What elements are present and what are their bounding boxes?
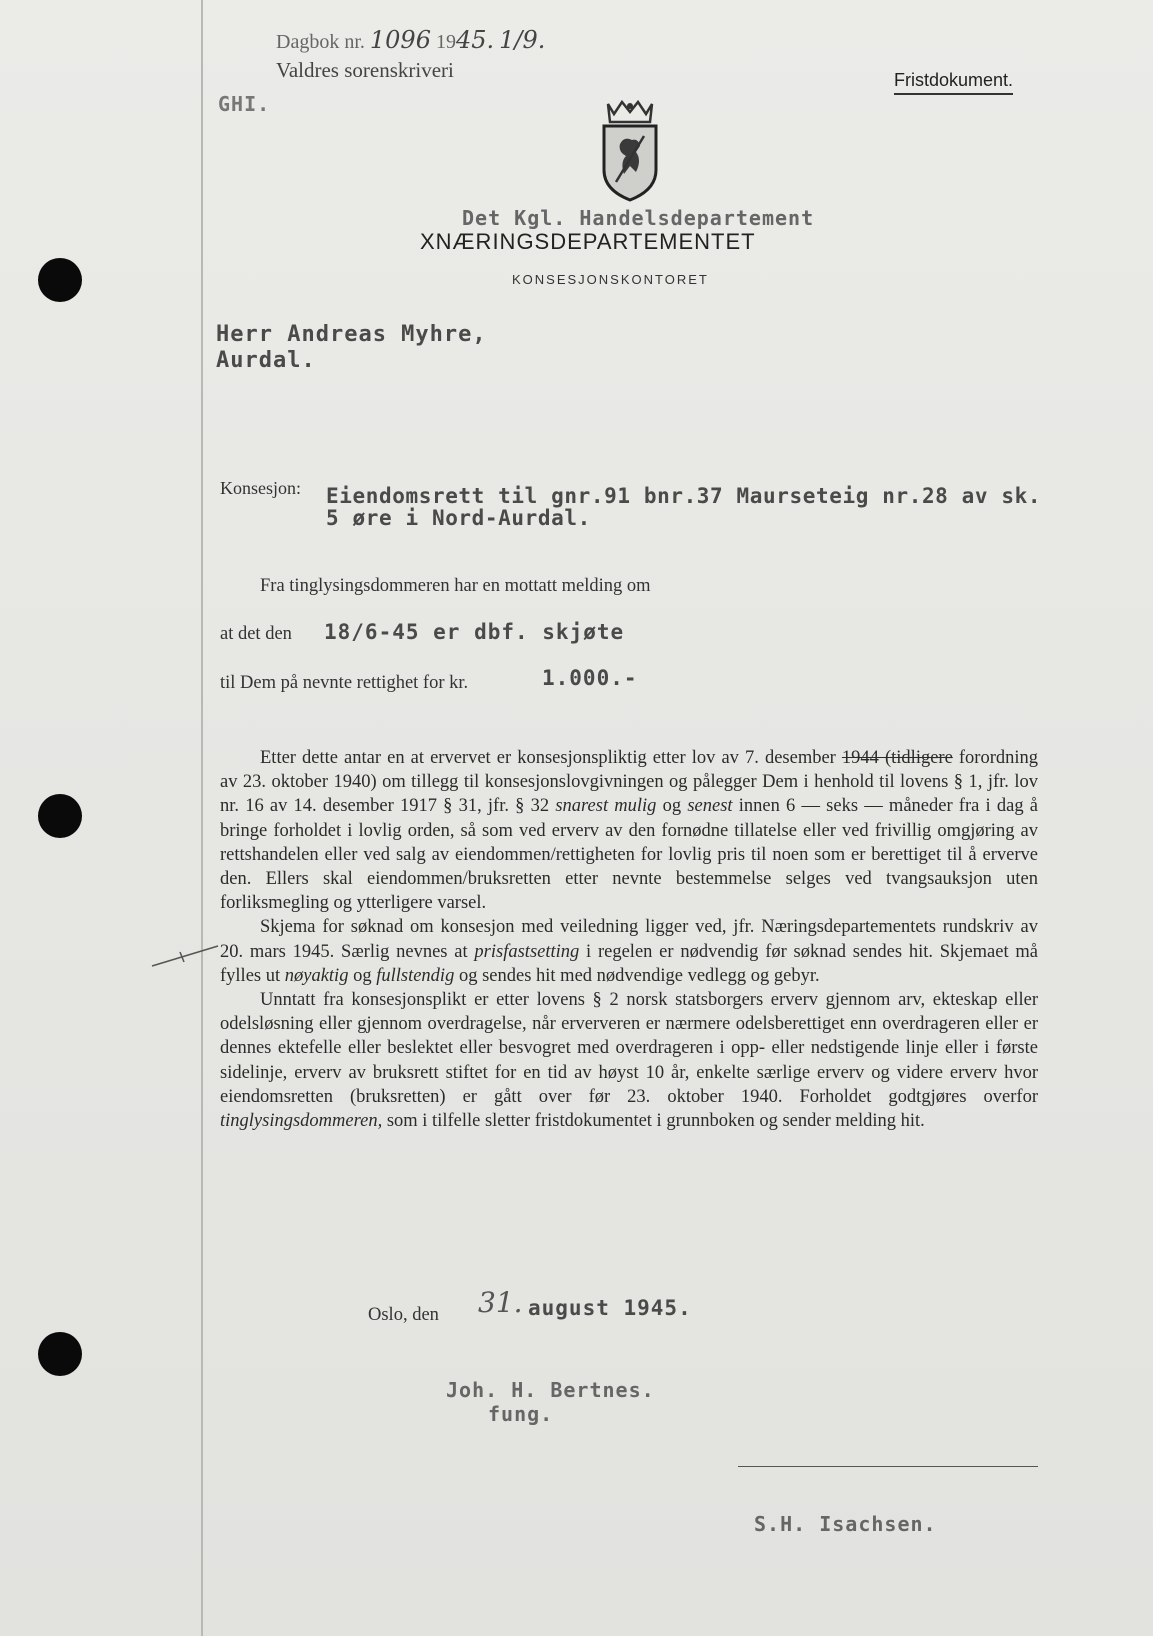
closing-place: Oslo, den [368, 1305, 439, 1325]
melding-line1: Fra tinglysingsdommeren har en mottatt melding om [260, 576, 651, 596]
office-stamp: Valdres sorenskriveri [276, 58, 454, 82]
paragraph-1 [220, 746, 1038, 915]
reference: GHI. [218, 92, 271, 116]
closing-day: 31. [478, 1286, 523, 1319]
p1-part-c: forordning av 23. oktober 1940) om tillegg til konsesjonslovgivningen og pålegger Dem i henhold til lovens § 1, jfr. lov nr. 16 av 14. desember 1917 § 31, jfr. § 32 [220, 748, 1038, 817]
melding-line3-value: 1.000.- [542, 666, 638, 690]
p1-part-d: og [656, 796, 688, 817]
signature-line [738, 1466, 1038, 1467]
p3-part-a: Unntatt fra konsesjonsplikt er etter lovens § 2 norsk statsborgers erverv gjennom arv, ekteskap eller odelsløsning eller gjennom overdragelse, når erververen er nærmere odelsberettiget enn overdrageren eller er dennes ektefelle eller beslektet eller besvogret med overdrageren i opp- eller nedstigende linje eller i første sidelinje, erverv av bruksrett stiftet for en tid av høyst 10 år, enkelte særlige erverv og videre erverv hvor eiendomsretten (bruksretten) er gått over før 23. oktober 1940. Forholdet godtgjøres overfor [220, 990, 1038, 1107]
margin-mark [150, 940, 220, 970]
melding-line2-label: at det den [220, 624, 292, 644]
p1-part-e: innen 6 — seks — måneder fra i dag å bringe forholdet i lovlig orden, så som ved erverv av den fornødne tillatelse eller ved frivillig omgjøring av rettshandelen eller ved salg av eiendommen/rettigheten for lovlig pris til noen som er berettiget til å erverve den. Ellers skal eiendommen/bruksretten etter nevnte bestemmelse selges ved tvangsauksjon uten forliksmegling og ytterligere varsel. [220, 796, 1038, 914]
p3-part-b: som i tilfelle sletter fristdokumentet i grunnboken og sender melding hit. [382, 1111, 925, 1132]
konsesjon-label: Konsesjon: [220, 478, 301, 498]
dagbok-year-suffix: 45. [455, 26, 495, 54]
p3-italic-1: tinglysingsdommeren, [220, 1111, 383, 1132]
dagbok-stamp [276, 26, 545, 54]
dagbok-year: 19 [435, 31, 456, 53]
punch-hole [38, 1332, 82, 1376]
coat-of-arms-icon [600, 100, 660, 202]
recipient-line2: Aurdal. [216, 348, 316, 373]
punch-hole [38, 794, 82, 838]
office-name: KONSESJONSKONTORET [512, 272, 709, 287]
signature-title: fung. [488, 1402, 554, 1426]
p1-italic-1: snarest mulig [555, 796, 657, 817]
margin-line [201, 0, 203, 1636]
p1-struck-text: 1944 (tidligere [841, 748, 953, 768]
paragraph-2 [220, 915, 1038, 988]
p2-italic-2: nøyaktig [284, 965, 349, 986]
dagbok-date: 1/9. [499, 26, 546, 54]
body-text [220, 746, 1038, 1133]
signature-name: Joh. H. Bertnes. [446, 1378, 655, 1402]
p2-part-a: Skjema for søknad om konsesjon med veiledning ligger ved, jfr. Næringsdepartementets rundskriv av 20. mars 1945. Særlig nevnes at [220, 917, 1038, 962]
konsesjon-line1: Eiendomsrett til gnr.91 bnr.37 Maurseteig nr.28 av sk. [326, 484, 1042, 508]
p2-part-c: og [348, 965, 377, 986]
melding-line2-value: 18/6-45 er dbf. skjøte [324, 620, 625, 644]
p2-part-b: i regelen er nødvendig før søknad sendes hit. Skjemaet må fylles ut [220, 941, 1038, 986]
p1-part-a: Etter dette antar en at ervervet er konsesjonspliktig etter lov av 7. desember [260, 748, 836, 768]
p2-italic-3: fullstendig [376, 965, 455, 986]
paragraph-3 [220, 988, 1038, 1133]
typed-department: Det Kgl. Handelsdepartement [462, 206, 815, 230]
dagbok-number: 1096 [369, 26, 431, 54]
fristdokument-label: Fristdokument. [894, 70, 1013, 95]
p2-part-d: og sendes hit med nødvendige vedlegg og gebyr. [454, 965, 820, 986]
p1-italic-2: senest [687, 796, 733, 817]
second-signature: S.H. Isachsen. [754, 1512, 937, 1536]
konsesjon-line2: 5 øre i Nord-Aurdal. [326, 506, 591, 530]
p2-italic-1: prisfastsetting [474, 941, 580, 962]
melding-line3-label: til Dem på nevnte rettighet for kr. [220, 673, 469, 693]
recipient-line1: Herr Andreas Myhre, [216, 322, 487, 347]
department-name: XNÆRINGSDEPARTEMENTET [420, 229, 756, 254]
punch-hole [38, 258, 82, 302]
closing-date: august 1945. [528, 1296, 692, 1320]
dagbok-label: Dagbok nr. [276, 31, 365, 53]
